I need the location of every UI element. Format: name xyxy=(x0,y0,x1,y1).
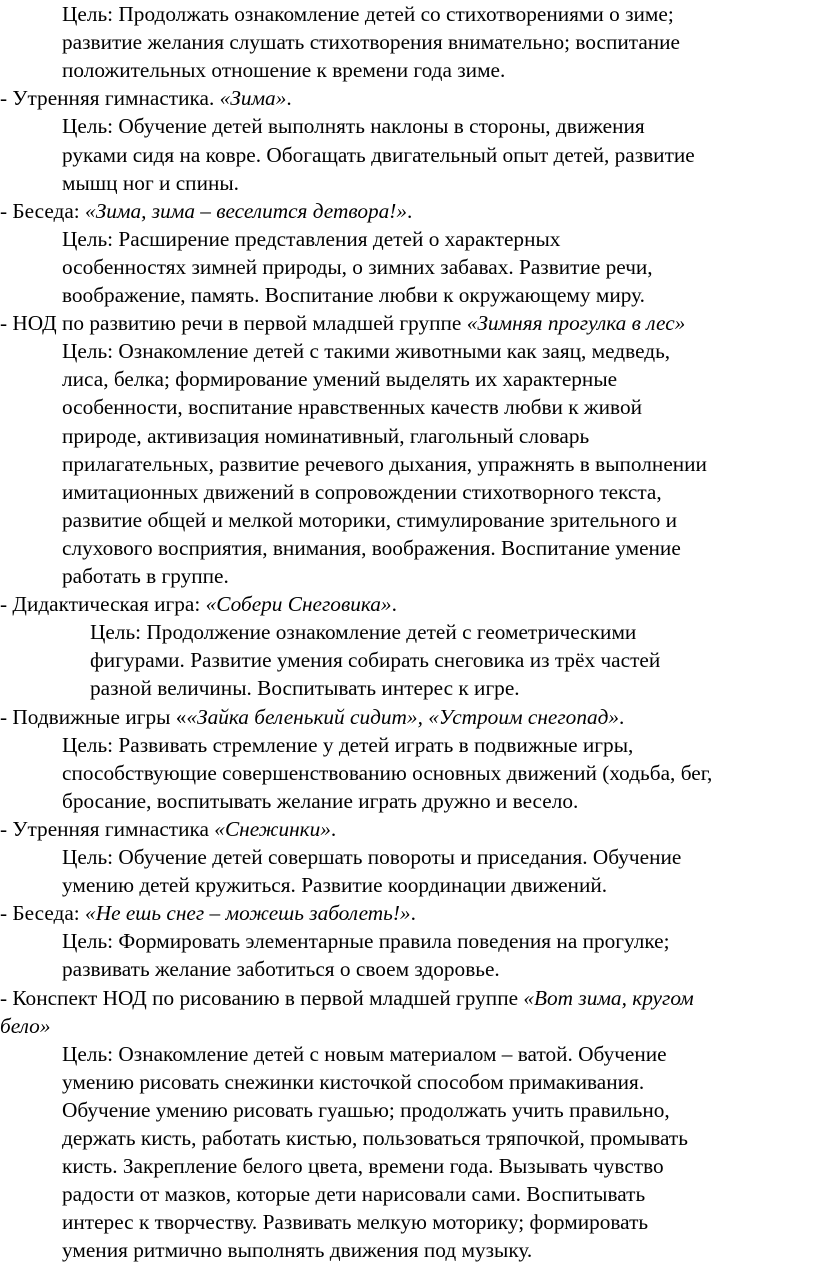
line-text: радости от мазков, которые дети нарисовали сами. Воспитывать xyxy=(62,1182,646,1206)
activity-title: «Зимняя прогулка в лес» xyxy=(466,311,686,335)
text-line xyxy=(62,731,633,759)
text-line xyxy=(62,393,642,421)
text-line xyxy=(62,927,670,955)
line-text: работать в группе. xyxy=(62,564,229,588)
line-text: разной величины. Воспитывать интерес к игре. xyxy=(90,676,520,700)
text-line xyxy=(62,225,560,253)
text-line xyxy=(62,1124,688,1152)
text-line xyxy=(62,141,695,169)
text-line xyxy=(62,478,662,506)
line-text: воображение, память. Воспитание любви к окружающему миру. xyxy=(62,283,645,307)
line-text: - Утренняя гимнастика xyxy=(0,817,215,841)
line-text: особенности, воспитание нравственных качеств любви к живой xyxy=(62,395,642,419)
text-line xyxy=(90,618,636,646)
line-text: имитационных движений в сопровождении стихотворного текста, xyxy=(62,480,662,504)
line-text: бросание, воспитывать желание играть дружно и весело. xyxy=(62,789,579,813)
activity-title: бело» xyxy=(0,1014,51,1038)
list-item-line xyxy=(0,590,397,618)
line-text: Цель: Обучение детей выполнять наклоны в стороны, движения xyxy=(62,114,645,138)
line-text: прилагательных, развитие речевого дыхания, упражнять в выполнении xyxy=(62,452,707,476)
text-line xyxy=(62,1208,648,1236)
line-text: - Утренняя гимнастика. xyxy=(0,86,220,110)
line-text: Цель: Расширение представления детей о характерных xyxy=(62,227,561,251)
text-line xyxy=(62,0,674,28)
text-line xyxy=(62,871,607,899)
list-item-line xyxy=(0,84,292,112)
text-line xyxy=(62,112,645,140)
activity-title: «Зайка беленький сидит», «Устроим снегопад» xyxy=(186,705,620,729)
line-text: - Беседа: xyxy=(0,199,86,223)
activity-title: «Собери Снеговика» xyxy=(205,592,392,616)
line-text: Цель: Обучение детей совершать повороты и приседания. Обучение xyxy=(62,845,682,869)
line-text: лиса, белка; формирование умений выделять их характерные xyxy=(62,367,618,391)
line-text: Цель: Продолжение ознакомление детей с геометрическими xyxy=(90,620,637,644)
text-line xyxy=(62,337,670,365)
text-line xyxy=(62,450,707,478)
text-line xyxy=(62,169,239,197)
line-text: развитие общей и мелкой моторики, стимулирование зрительного и xyxy=(62,508,678,532)
line-text: Цель: Продолжать ознакомление детей со стихотворениями о зиме; xyxy=(62,2,674,26)
line-punctuation: . xyxy=(410,901,416,925)
line-text: - Конспект НОД по рисованию в первой младшей группе xyxy=(0,986,524,1010)
list-item-line xyxy=(0,703,624,731)
list-item-line xyxy=(0,1012,50,1040)
line-text: мышц ног и спины. xyxy=(62,171,240,195)
line-text: Цель: Ознакомление детей с такими животными как заяц, медведь, xyxy=(62,339,671,363)
line-text: природе, активизация номинативный, глагольный словарь xyxy=(62,424,590,448)
line-text: развитие желания слушать стихотворения внимательно; воспитание xyxy=(62,30,681,54)
line-punctuation: . xyxy=(407,199,413,223)
line-text: кисть. Закрепление белого цвета, времени года. Вызывать чувство xyxy=(62,1154,664,1178)
text-line xyxy=(62,1040,667,1068)
line-text: держать кисть, работать кистью, пользоваться тряпочкой, промывать xyxy=(62,1126,688,1150)
text-line xyxy=(62,1152,664,1180)
text-line xyxy=(62,759,712,787)
activity-title: «Зима, зима – веселится детвора!» xyxy=(85,199,408,223)
text-line xyxy=(90,674,520,702)
list-item-line xyxy=(0,309,685,337)
line-text: интерес к творчеству. Развивать мелкую моторику; формировать xyxy=(62,1210,649,1234)
activity-title: «Зима» xyxy=(219,86,287,110)
line-text: Цель: Развивать стремление у детей играть в подвижные игры, xyxy=(62,733,634,757)
text-line xyxy=(62,955,500,983)
list-item-line xyxy=(0,899,416,927)
line-text: - Дидактическая игра: xyxy=(0,592,206,616)
line-punctuation: . xyxy=(330,817,337,841)
text-line xyxy=(62,1236,532,1264)
list-item-line xyxy=(0,984,694,1012)
text-line xyxy=(62,1096,670,1124)
line-punctuation: . xyxy=(391,592,397,616)
text-line xyxy=(62,253,653,281)
line-text: - НОД по развитию речи в первой младшей группе xyxy=(0,311,467,335)
text-line xyxy=(62,422,589,450)
line-text: положительных отношение к времени года зиме. xyxy=(62,58,506,82)
line-text: развивать желание заботиться о своем здоровье. xyxy=(62,957,500,981)
line-punctuation: . xyxy=(619,705,625,729)
line-text: руками сидя на ковре. Обогащать двигательный опыт детей, развитие xyxy=(62,143,695,167)
text-line xyxy=(62,1180,645,1208)
list-item-line xyxy=(0,815,336,843)
text-line xyxy=(62,281,645,309)
text-line xyxy=(62,506,677,534)
text-line xyxy=(62,534,681,562)
text-line xyxy=(62,28,680,56)
activity-title: «Снежинки» xyxy=(214,817,331,841)
text-line xyxy=(62,365,617,393)
line-text: Цель: Ознакомление детей с новым материалом – ватой. Обучение xyxy=(62,1042,667,1066)
line-text: слухового восприятия, внимания, воображения. Воспитание умение xyxy=(62,536,681,560)
line-text: способствующие совершенствованию основных движений (ходьба, бег, xyxy=(62,761,713,785)
line-text: - Беседа: xyxy=(0,901,86,925)
text-line xyxy=(62,562,229,590)
line-text: - Подвижные игры « xyxy=(0,705,187,729)
line-punctuation: . xyxy=(286,86,292,110)
line-text: особенностях зимней природы, о зимних забавах. Развитие речи, xyxy=(62,255,653,279)
text-line xyxy=(62,1068,644,1096)
line-text: умению рисовать снежинки кисточкой способом примакивания. xyxy=(62,1070,645,1094)
text-line xyxy=(62,787,578,815)
line-text: Цель: Формировать элементарные правила поведения на прогулке; xyxy=(62,929,670,953)
text-line xyxy=(90,646,660,674)
activity-title: «Вот зима, кругом xyxy=(523,986,694,1010)
text-line xyxy=(62,843,681,871)
line-text: Обучение умению рисовать гуашью; продолжать учить правильно, xyxy=(62,1098,670,1122)
text-line xyxy=(62,56,505,84)
line-text: умения ритмично выполнять движения под музыку. xyxy=(62,1238,533,1262)
list-item-line xyxy=(0,197,412,225)
line-text: фигурами. Развитие умения собирать снеговика из трёх частей xyxy=(90,648,661,672)
activity-title: «Не ешь снег – можешь заболеть!» xyxy=(85,901,411,925)
line-text: умению детей кружиться. Развитие координации движений. xyxy=(62,873,608,897)
